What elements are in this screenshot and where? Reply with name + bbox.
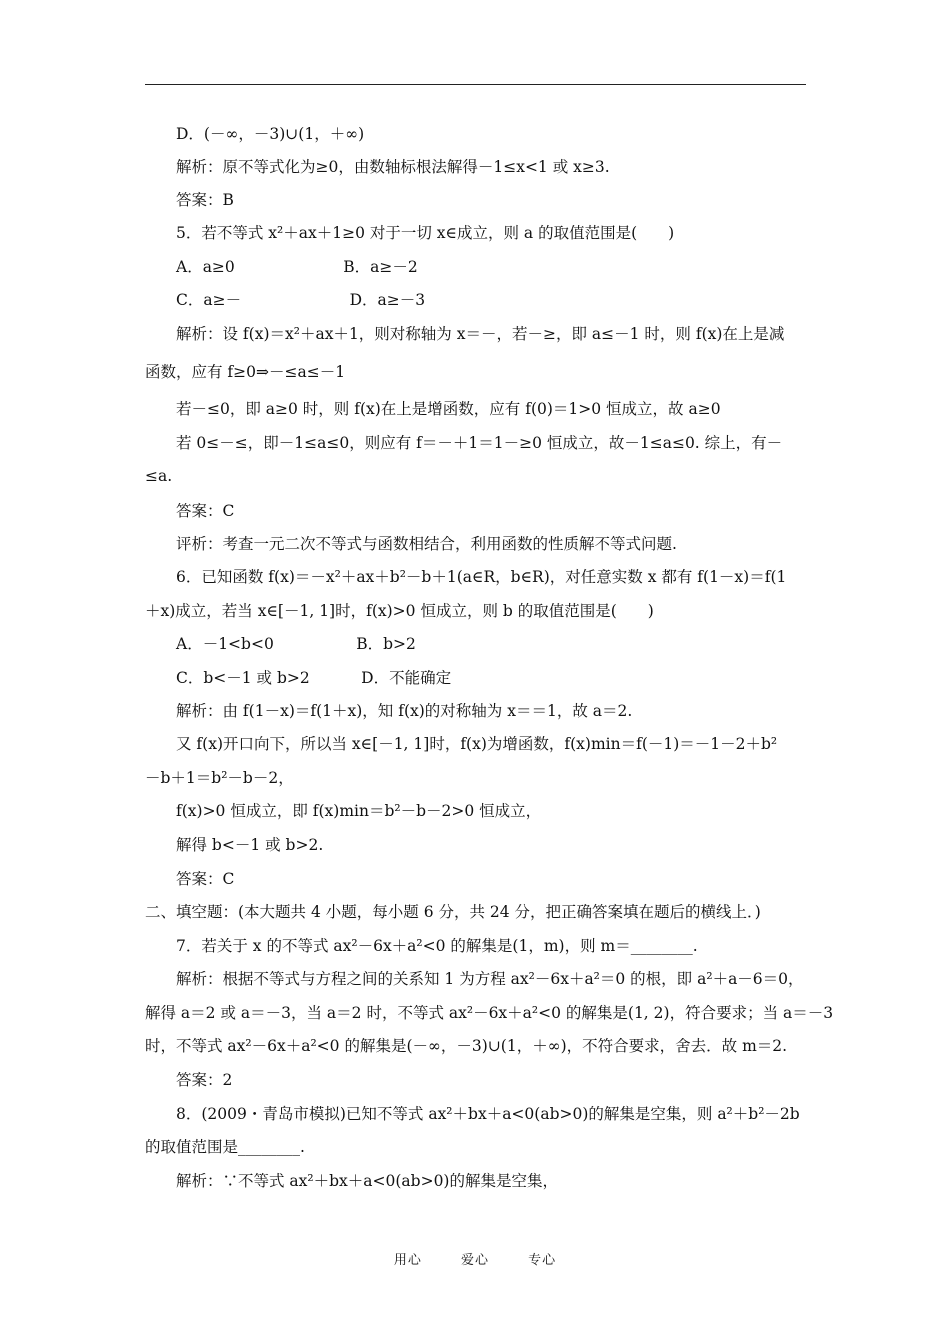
- question-6-options-ab: A．－1<b<0 B．b>2: [176, 635, 416, 653]
- footer-item-1: 用心: [393, 1253, 422, 1268]
- question-6-stem-line1: 6．已知函数 f(x)＝－x²＋ax＋b²－b＋1(a∈R，b∈R)，对任意实数 x 都有 f(1－x)＝f(1: [176, 568, 787, 586]
- answer-q7: 答案：2: [176, 1071, 233, 1089]
- solution-q7-line3: 时，不等式 ax²－6x＋a²<0 的解集是(－∞，－3)∪(1，＋∞)，不符合要求，舍去．故 m＝2.: [145, 1037, 788, 1055]
- solution-q5-line4: 若 0≤－≤，即－1≤a≤0，则应有 f＝－＋1＝1－≥0 恒成立，故－1≤a≤0. 综上，有－: [176, 434, 783, 452]
- solution-q4: 解析：原不等式化为≥0，由数轴标根法解得－1≤x<1 或 x≥3.: [176, 158, 610, 176]
- comment-q5: 评析：考查一元二次不等式与函数相结合，利用函数的性质解不等式问题.: [176, 535, 677, 553]
- solution-q5-line3: 若－≤0，即 a≥0 时，则 f(x)在上是增函数，应有 f(0)＝1>0 恒成立，故 a≥0: [176, 400, 721, 418]
- solution-q5-line5: ≤a.: [145, 467, 173, 485]
- answer-q6: 答案：C: [176, 870, 235, 888]
- answer-q5: 答案：C: [176, 502, 235, 520]
- page-footer: [0, 1249, 950, 1268]
- solution-q7-line2: 解得 a＝2 或 a＝－3，当 a＝2 时，不等式 ax²－6x＋a²<0 的解集是(1, 2)，符合要求；当 a＝－3: [145, 1004, 834, 1022]
- question-8-stem-line2: 的取值范围是________.: [145, 1138, 305, 1156]
- answer-q4: 答案：B: [176, 191, 234, 209]
- question-6-stem-line2: ＋x)成立，若当 x∈[－1, 1]时，f(x)>0 恒成立，则 b 的取值范围是( ): [145, 602, 654, 620]
- header-rule: [145, 84, 806, 85]
- footer-item-3: 专心: [528, 1253, 557, 1268]
- solution-q6-line4: f(x)>0 恒成立，即 f(x)min＝b²－b－2>0 恒成立，: [176, 802, 542, 820]
- solution-q5-line2: 函数，应有 f≥0⇒－≤a≤－1: [145, 363, 346, 381]
- question-8-stem-line1: 8．(2009・青岛市模拟)已知不等式 ax²＋bx＋a<0(ab>0)的解集是空集，则 a²＋b²－2b: [176, 1105, 800, 1123]
- question-5-options-ab: A．a≥0 B．a≥－2: [176, 258, 418, 276]
- question-6-options-cd: C．b<－1 或 b>2 D．不能确定: [176, 669, 452, 687]
- solution-q6-line2: 又 f(x)开口向下，所以当 x∈[－1, 1]时，f(x)为增函数，f(x)min＝f(－1)＝－1－2＋b²: [176, 735, 778, 753]
- option-d-q4: D．(－∞，－3)∪(1，＋∞): [176, 125, 365, 143]
- footer-item-2: 爱心: [460, 1253, 489, 1268]
- section-fill-in-heading: 二、填空题：(本大题共 4 小题，每小题 6 分，共 24 分，把正确答案填在题后的横线上．): [145, 903, 761, 921]
- question-5-stem: 5．若不等式 x²＋ax＋1≥0 对于一切 x∈成立，则 a 的取值范围是( ): [176, 224, 675, 242]
- solution-q5-line1: 解析：设 f(x)＝x²＋ax＋1，则对称轴为 x＝－，若－≥，即 a≤－1 时，则 f(x)在上是减: [176, 325, 785, 343]
- question-5-options-cd: C．a≥－ D．a≥－3: [176, 291, 426, 309]
- solution-q6-line1: 解析：由 f(1－x)＝f(1＋x)，知 f(x)的对称轴为 x＝＝1，故 a＝2.: [176, 702, 633, 720]
- question-7-stem: 7．若关于 x 的不等式 ax²－6x＋a²<0 的解集是(1，m)，则 m＝________.: [176, 937, 698, 955]
- solution-q6-line3: －b＋1＝b²－b－2，: [145, 769, 294, 787]
- solution-q8-line1: 解析：∵不等式 ax²＋bx＋a<0(ab>0)的解集是空集，: [176, 1172, 558, 1190]
- solution-q6-line5: 解得 b<－1 或 b>2.: [176, 836, 324, 854]
- solution-q7-line1: 解析：根据不等式与方程之间的关系知 1 为方程 ax²－6x＋a²＝0 的根，即 a²＋a－6＝0，: [176, 970, 804, 988]
